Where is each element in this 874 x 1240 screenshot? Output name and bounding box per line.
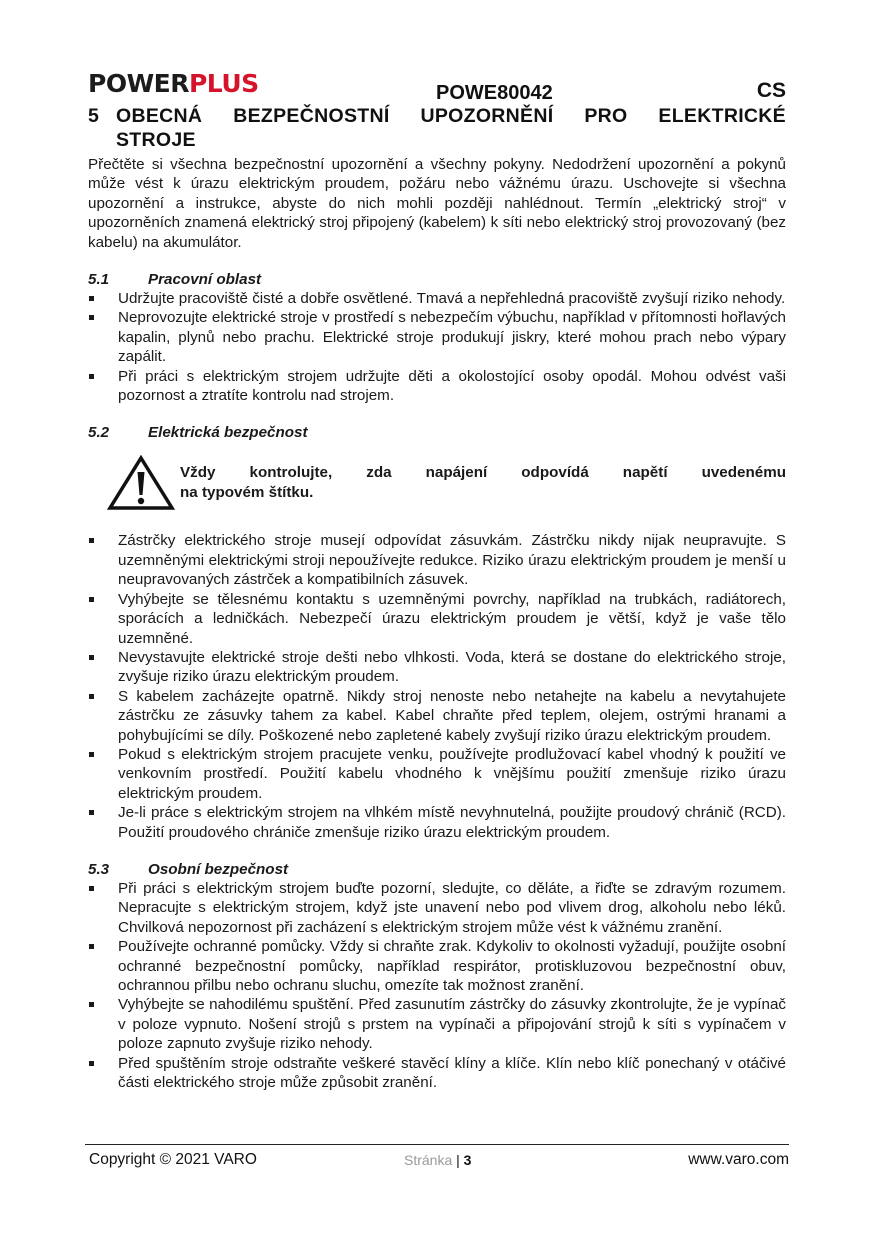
section-number: 5: [88, 105, 100, 127]
list-item: Před spuštěním stroje odstraňte veškeré stavěcí klíny a klíče. Klín nebo klíč ponechaný v otáčivé části elektrického stroje může způsobit zranění.: [88, 1054, 786, 1093]
page-footer: [85, 1144, 789, 1168]
warning-notice: [88, 455, 786, 515]
copyright-text: Copyright © 2021 VARO: [89, 1151, 257, 1168]
bullet-icon: [89, 944, 94, 949]
bullet-icon: [89, 1061, 94, 1066]
list-item: Při práci s elektrickým strojem udržujte děti a okolostojící osoby opodál. Mohou odvést vaši pozornost a ztratíte kontrolu nad strojem.: [88, 367, 786, 406]
list-item: Používejte ochranné pomůcky. Vždy si chraňte zrak. Kdykoliv to okolnosti vyžadují, použijte osobní ochranné bezpečnostní pomůcky, například respirátor, protiskluzovou bezpečnostní obuv, ochrannou přilbu nebo ochranu sluchu, omezíte tak možnost zranění.: [88, 937, 786, 995]
subsection-heading-5-3: 5.3 Osobní bezpečnost: [88, 860, 289, 878]
bullet-list-5-2: [88, 531, 786, 842]
model-number: POWE80042: [436, 82, 553, 104]
bullet-icon: [89, 597, 94, 602]
list-item: Vyhýbejte se tělesnému kontaktu s uzemněnými povrchy, například na trubkách, radiátorech, sporácích a ledničkách. Nebezpečí úrazu elektrickým proudem je větší, když je vaše tělo uzemněné.: [88, 590, 786, 648]
list-item: Neprovozujte elektrické stroje v prostředí s nebezpečím výbuchu, například v přítomnosti hořlavých kapalin, plynů nebo prachu. Elektrické stroje produkují jiskry, které mohou prach nebo výpary zapálit.: [88, 308, 786, 366]
page-indicator: [404, 1152, 471, 1168]
warning-text: Vždy kontrolujte, zda napájení odpovídá napětí uvedenému na typovém štítku.: [180, 464, 786, 501]
page-header: [88, 70, 786, 104]
page-number: 3: [463, 1152, 472, 1168]
list-item: Udržujte pracoviště čisté a dobře osvětlené. Tmavá a nepřehledná pracoviště zvyšují riziko nehody.: [88, 289, 786, 308]
bullet-icon: [89, 886, 94, 891]
powerplus-logo: [88, 70, 259, 98]
list-item: Nevystavujte elektrické stroje dešti nebo vlhkosti. Voda, která se dostane do elektrického stroje, zvyšuje riziko úrazu elektrickým proudem.: [88, 648, 786, 687]
logo-power-text: POWER: [88, 69, 189, 98]
bullet-list-5-1: [88, 289, 786, 405]
bullet-list-5-3: [88, 879, 786, 1092]
bullet-icon: [89, 374, 94, 379]
list-item: Je-li práce s elektrickým strojem na vlhkém místě nevyhnutelná, použijte proudový chránič (RCD). Použití proudového chrániče zmenšuje riziko úrazu elektrickým proudem.: [88, 803, 786, 842]
intro-paragraph: Přečtěte si všechna bezpečnostní upozornění a všechny pokyny. Nedodržení upozornění a pokynů může vést k úrazu elektrickým proudem, požáru nebo vážnému úrazu. Uschovejte si všechna upozornění a instrukce, abyste do nich mohli později nahlédnout. Termín „elektrický stroj“ v upozorněních znamená elektrický stroj připojený (kabelem) k síti nebo elektrický stroj provozovaný (bez kabelu) na akumulátor.: [88, 156, 786, 251]
list-item: Při práci s elektrickým strojem buďte pozorní, sledujte, co děláte, a řiďte se zdravým rozumem. Nepracujte s elektrickým strojem, když jste unavení nebo pod vlivem drog, alkoholu nebo léků. Chvilková nepozornost při zacházení s elektrickým strojem může vést k vážnému zranění.: [88, 879, 786, 937]
bullet-icon: [89, 1002, 94, 1007]
bullet-icon: [89, 538, 94, 543]
section-heading: [88, 104, 786, 152]
warning-triangle-icon: [106, 455, 176, 511]
subsection-heading-5-2: 5.2 Elektrická bezpečnost: [88, 424, 308, 442]
list-item: Pokud s elektrickým strojem pracujete venku, používejte prodlužovací kabel vhodný k použití ve venkovním prostředí. Použití kabelu vhodného k vnějšímu použití zmenšuje riziko úrazu elektrickým proudem.: [88, 745, 786, 803]
bullet-icon: [89, 810, 94, 815]
page-label: Stránka: [404, 1152, 453, 1168]
bullet-icon: [89, 655, 94, 660]
list-item: S kabelem zacházejte opatrně. Nikdy stroj nenoste nebo netahejte na kabelu a nevytahujete zástrčku ze zásuvky tahem za kabel. Kabel chraňte před teplem, olejem, ostrými hranami a pohybujícími se díly. Poškozené nebo zapletené kabely zvyšují riziko úrazu elektrickým proudem.: [88, 687, 786, 745]
list-item: Vyhýbejte se nahodilému spuštění. Před zasunutím zástrčky do zásuvky zkontrolujte, že je vypínač v poloze vypnuto. Nošení strojů s prstem na vypínači a připojování strojů k síti s vypínačem v poloze zapnuto zvyšuje riziko nehody.: [88, 995, 786, 1053]
logo-plus-text: PLUS: [188, 69, 259, 98]
section-title: OBECNÁ BEZPEČNOSTNÍ UPOZORNĚNÍ PRO ELEKTRICKÉ STROJE: [116, 105, 786, 151]
list-item: Zástrčky elektrického stroje musejí odpovídat zásuvkám. Zástrčku nikdy nijak neupravujte. S uzemněnými elektrickými stroji nepoužívejte redukce. Riziko úrazu elektrickým proudem je menší u neupravovaných zástrček a kompatibilních zásuvek.: [88, 531, 786, 589]
bullet-icon: [89, 315, 94, 320]
page-separator: |: [456, 1152, 460, 1168]
document-page: [88, 70, 786, 1092]
bullet-icon: [89, 752, 94, 757]
bullet-icon: [89, 694, 94, 699]
subsection-heading-5-1: 5.1 Pracovní oblast: [88, 271, 262, 289]
language-code: CS: [756, 79, 786, 102]
website-link[interactable]: www.varo.com: [688, 1151, 789, 1168]
bullet-icon: [89, 296, 94, 301]
